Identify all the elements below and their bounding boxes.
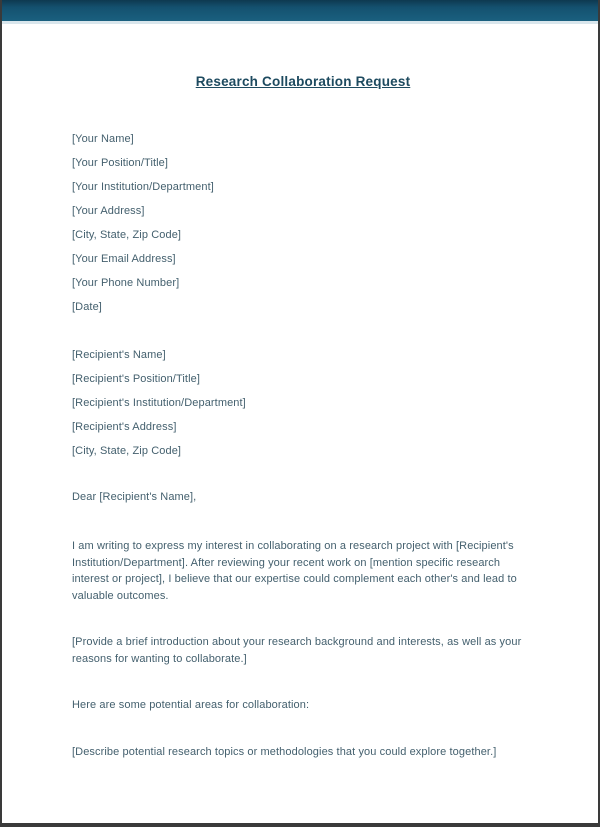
header-bar	[2, 0, 598, 24]
collaboration-lead-in: Here are some potential areas for collaboration:	[72, 699, 310, 711]
recipient-city-line: [City, State, Zip Code]	[72, 445, 182, 457]
recipient-address-block	[72, 343, 534, 463]
intro-paragraph: I am writing to express my interest in collaborating on a research project with [Recipient's Institution/Department]. After reviewing your recent work on [mention specific research interest or project], I believe that our expertise could complement each other's and lead to valuable outcomes.	[72, 540, 517, 602]
sender-position-line: [Your Position/Title]	[72, 157, 169, 169]
salutation: Dear [Recipient's Name],	[72, 491, 197, 503]
letter-content	[2, 74, 598, 760]
date-line: [Date]	[72, 301, 102, 313]
page-title: Research Collaboration Request	[195, 74, 411, 89]
sender-address-block	[72, 127, 534, 319]
recipient-position-line: [Recipient's Position/Title]	[72, 373, 200, 385]
recipient-name-line: [Recipient's Name]	[72, 349, 166, 361]
sender-address-line: [Your Address]	[72, 205, 145, 217]
recipient-institution-line: [Recipient's Institution/Department]	[72, 397, 246, 409]
background-placeholder-paragraph: [Provide a brief introduction about your research background and interests, as well as your reasons for wanting to collaborate.]	[72, 636, 522, 665]
sender-phone-line: [Your Phone Number]	[72, 277, 180, 289]
sender-institution-line: [Your Institution/Department]	[72, 181, 214, 193]
sender-email-line: [Your Email Address]	[72, 253, 176, 265]
recipient-address-line: [Recipient's Address]	[72, 421, 177, 433]
sender-name-line: [Your Name]	[72, 133, 134, 145]
sender-city-line: [City, State, Zip Code]	[72, 229, 182, 241]
topics-placeholder-paragraph: [Describe potential research topics or methodologies that you could explore together.]	[72, 745, 497, 758]
